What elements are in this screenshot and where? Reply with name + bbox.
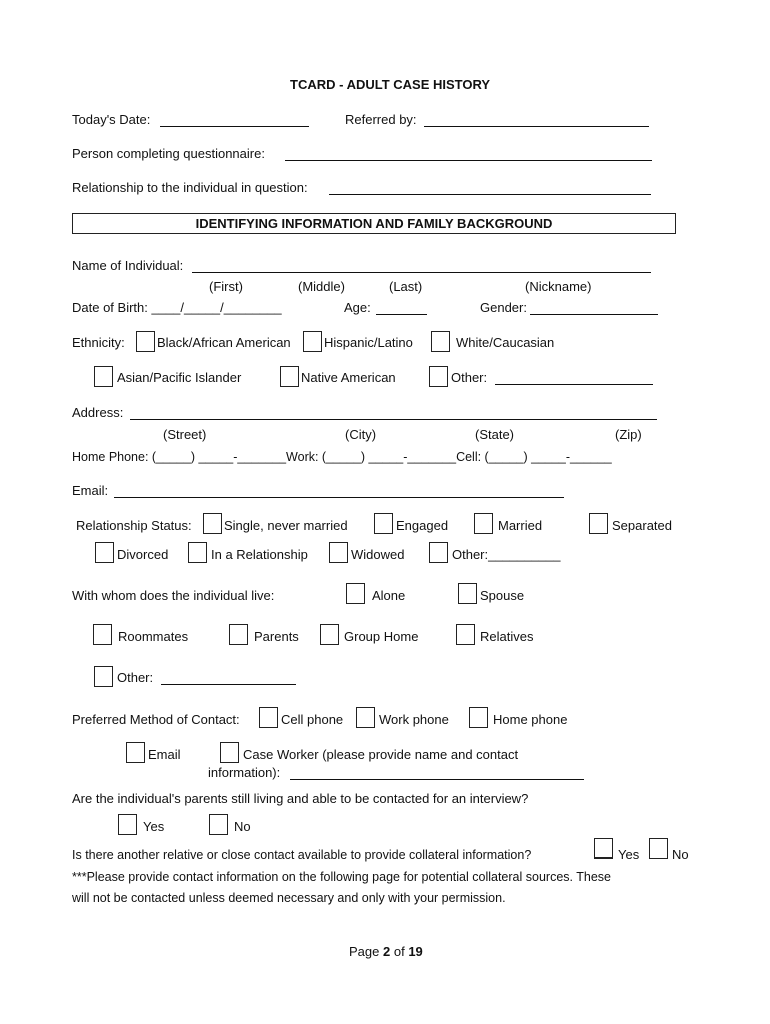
- lives-grouphome-checkbox[interactable]: [320, 624, 339, 645]
- ethnicity-white-checkbox[interactable]: [431, 331, 450, 352]
- referred-by-label: Referred by:: [345, 112, 417, 127]
- relative-yes-checkbox[interactable]: [594, 838, 613, 859]
- ethnicity-hispanic-checkbox[interactable]: [303, 331, 322, 352]
- status-engaged-label: Engaged: [396, 518, 449, 533]
- ethnicity-black-checkbox[interactable]: [136, 331, 155, 352]
- contact-home-label: Home phone: [493, 712, 568, 727]
- lives-roommates-label: Roommates: [118, 629, 189, 644]
- phone-fields[interactable]: Home Phone: (_____) _____-_______Work: (_____) _____-_______Cell: (_____) _____-______: [72, 450, 612, 464]
- parents-question: Are the individual's parents still living and able to be contacted for an interview?: [72, 791, 529, 806]
- name-middle-hint: (Middle): [298, 279, 345, 294]
- status-married-checkbox[interactable]: [474, 513, 493, 534]
- contact-caseworker-field[interactable]: [290, 779, 584, 780]
- status-single-label: Single, never married: [224, 518, 348, 533]
- relative-no-label: No: [672, 847, 689, 862]
- lives-alone-label: Alone: [372, 588, 406, 603]
- page-current: 2: [383, 944, 391, 959]
- address-zip-hint: (Zip): [615, 427, 642, 442]
- status-divorced-label: Divorced: [117, 547, 169, 562]
- lives-relatives-checkbox[interactable]: [456, 624, 475, 645]
- lives-parents-checkbox[interactable]: [229, 624, 248, 645]
- lives-with-label: With whom does the individual live:: [72, 588, 275, 603]
- relative-question: Is there another relative or close contact available to provide collateral information?: [72, 848, 532, 862]
- contact-caseworker-checkbox[interactable]: [220, 742, 239, 763]
- todays-date-field[interactable]: [160, 126, 309, 127]
- gender-label: Gender:: [480, 300, 527, 315]
- lives-spouse-label: Spouse: [480, 588, 525, 603]
- lives-alone-checkbox[interactable]: [346, 583, 365, 604]
- address-field[interactable]: [130, 419, 657, 420]
- email-label: Email:: [72, 483, 109, 498]
- status-relationship-checkbox[interactable]: [188, 542, 207, 563]
- lives-roommates-checkbox[interactable]: [93, 624, 112, 645]
- lives-other-label: Other:: [117, 670, 154, 685]
- ethnicity-label: Ethnicity:: [72, 335, 125, 350]
- parents-yes-label: Yes: [143, 819, 165, 834]
- name-nickname-hint: (Nickname): [525, 279, 592, 294]
- page-of: of: [393, 944, 405, 959]
- ethnicity-asian-label: Asian/Pacific Islander: [117, 370, 242, 385]
- page-number: [349, 944, 423, 960]
- page-prefix: Page: [349, 944, 380, 959]
- status-single-checkbox[interactable]: [203, 513, 222, 534]
- contact-home-checkbox[interactable]: [469, 707, 488, 728]
- email-field[interactable]: [114, 497, 564, 498]
- status-separated-label: Separated: [612, 518, 672, 533]
- lives-relatives-label: Relatives: [480, 629, 534, 644]
- contact-caseworker-label: Case Worker (please provide name and contact: [243, 747, 519, 762]
- ethnicity-native-label: Native American: [301, 370, 396, 385]
- contact-email-label: Email: [148, 747, 181, 762]
- age-label: Age:: [344, 300, 371, 315]
- lives-other-checkbox[interactable]: [94, 666, 113, 687]
- status-relationship-label: In a Relationship: [211, 547, 308, 562]
- relationship-status-label: Relationship Status:: [76, 518, 192, 533]
- ethnicity-hispanic-label: Hispanic/Latino: [324, 335, 413, 350]
- note-line-1: ***Please provide contact information on the following page for potential collateral sources. These: [72, 870, 611, 884]
- contact-cell-label: Cell phone: [281, 712, 344, 727]
- ethnicity-other-label: Other:: [451, 370, 488, 385]
- dob-field[interactable]: Date of Birth: ____/_____/________: [72, 300, 282, 315]
- age-field[interactable]: [376, 314, 427, 315]
- contact-cell-checkbox[interactable]: [259, 707, 278, 728]
- status-other-field[interactable]: Other:__________: [452, 547, 561, 562]
- parents-yes-checkbox[interactable]: [118, 814, 137, 835]
- status-engaged-checkbox[interactable]: [374, 513, 393, 534]
- address-state-hint: (State): [475, 427, 515, 442]
- ethnicity-black-label: Black/African American: [157, 335, 291, 350]
- contact-work-label: Work phone: [379, 712, 449, 727]
- ethnicity-other-checkbox[interactable]: [429, 366, 448, 387]
- lives-other-field[interactable]: [161, 684, 296, 685]
- contact-method-label: Preferred Method of Contact:: [72, 712, 240, 727]
- status-widowed-label: Widowed: [351, 547, 405, 562]
- page-total: 19: [408, 944, 423, 959]
- section-banner: IDENTIFYING INFORMATION AND FAMILY BACKGROUND: [72, 213, 676, 234]
- person-completing-field[interactable]: [285, 160, 652, 161]
- relationship-field[interactable]: [329, 194, 651, 195]
- address-label: Address:: [72, 405, 124, 420]
- relationship-label: Relationship to the individual in question:: [72, 180, 308, 195]
- relative-yes-label: Yes: [618, 847, 640, 862]
- note-line-2: will not be contacted unless deemed necessary and only with your permission.: [72, 891, 506, 905]
- ethnicity-native-checkbox[interactable]: [280, 366, 299, 387]
- parents-no-checkbox[interactable]: [209, 814, 228, 835]
- lives-grouphome-label: Group Home: [344, 629, 419, 644]
- lives-parents-label: Parents: [254, 629, 299, 644]
- gender-field[interactable]: [530, 314, 658, 315]
- ethnicity-other-field[interactable]: [495, 384, 653, 385]
- contact-work-checkbox[interactable]: [356, 707, 375, 728]
- contact-caseworker-info-label: information):: [208, 765, 281, 780]
- name-last-hint: (Last): [389, 279, 423, 294]
- referred-by-field[interactable]: [424, 126, 649, 127]
- ethnicity-asian-checkbox[interactable]: [94, 366, 113, 387]
- lives-spouse-checkbox[interactable]: [458, 583, 477, 604]
- name-first-hint: (First): [209, 279, 243, 294]
- status-separated-checkbox[interactable]: [589, 513, 608, 534]
- address-city-hint: (City): [345, 427, 377, 442]
- relative-no-checkbox[interactable]: [649, 838, 668, 859]
- status-widowed-checkbox[interactable]: [329, 542, 348, 563]
- status-other-checkbox[interactable]: [429, 542, 448, 563]
- person-completing-label: Person completing questionnaire:: [72, 146, 265, 161]
- parents-no-label: No: [234, 819, 251, 834]
- address-street-hint: (Street): [163, 427, 207, 442]
- todays-date-label: Today's Date:: [72, 112, 151, 127]
- name-label: Name of Individual:: [72, 258, 184, 273]
- contact-email-checkbox[interactable]: [126, 742, 145, 763]
- ethnicity-white-label: White/Caucasian: [456, 335, 555, 350]
- status-married-label: Married: [498, 518, 543, 533]
- form-title: TCARD - ADULT CASE HISTORY: [290, 77, 491, 92]
- name-field[interactable]: [192, 272, 651, 273]
- status-divorced-checkbox[interactable]: [95, 542, 114, 563]
